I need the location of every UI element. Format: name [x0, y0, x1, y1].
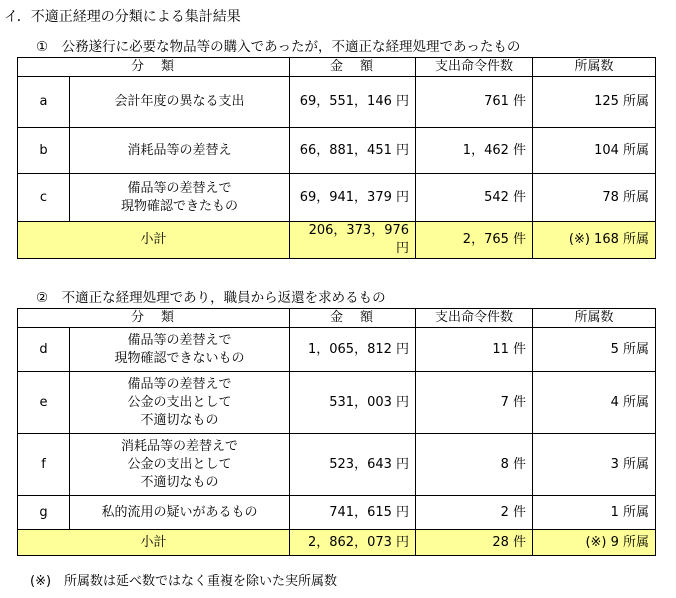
header-category: 分 類	[18, 58, 290, 77]
row-count: 2 件	[416, 496, 533, 530]
footnote: (※) 所属数は延べ数ではなく重複を除いた実所属数	[30, 574, 338, 589]
section1-title: ① 公務遂行に必要な物品等の購入であったが，不適正な経理処理であったもの	[36, 39, 521, 55]
header-count: 支出命令件数	[416, 309, 533, 328]
row-offices: 3 所属	[533, 434, 656, 496]
row-code: c	[18, 174, 70, 222]
subtotal-count: 2，765 件	[416, 222, 533, 259]
row-category: 私的流用の疑いがあるもの	[70, 496, 290, 530]
row-code: g	[18, 496, 70, 530]
subtotal-offices: (※) 9 所属	[533, 530, 656, 556]
subtotal-label: 小計	[18, 530, 290, 556]
row-offices: 5 所属	[533, 328, 656, 372]
row-offices: 78 所属	[533, 174, 656, 222]
table-row	[18, 496, 656, 530]
table-row	[18, 77, 656, 128]
row-category: 会計年度の異なる支出	[70, 77, 290, 128]
subtotal-row	[18, 530, 656, 556]
row-category: 備品等の差替えで 現物確認できないもの	[70, 328, 290, 372]
row-count: 1，462 件	[416, 128, 533, 174]
row-code: a	[18, 77, 70, 128]
table-row	[18, 372, 656, 434]
subtotal-row	[18, 222, 656, 259]
page-heading: イ．不適正経理の分類による集計結果	[4, 9, 241, 25]
header-amount: 金 額	[290, 58, 416, 77]
row-amount: 69，941，379 円	[290, 174, 416, 222]
row-count: 8 件	[416, 434, 533, 496]
row-category: 備品等の差替えで 現物確認できたもの	[70, 174, 290, 222]
table-row	[18, 434, 656, 496]
table-header-row	[18, 309, 656, 328]
row-code: f	[18, 434, 70, 496]
row-amount: 66，881，451 円	[290, 128, 416, 174]
row-amount: 531，003 円	[290, 372, 416, 434]
header-category: 分 類	[18, 309, 290, 328]
table-row	[18, 328, 656, 372]
header-offices: 所属数	[533, 309, 656, 328]
row-category: 消耗品等の差替えで 公金の支出として 不適切なもの	[70, 434, 290, 496]
header-amount: 金 額	[290, 309, 416, 328]
subtotal-label: 小計	[18, 222, 290, 259]
row-category: 備品等の差替えで 公金の支出として 不適切なもの	[70, 372, 290, 434]
row-amount: 69，551，146 円	[290, 77, 416, 128]
section1-table	[17, 57, 656, 259]
header-count: 支出命令件数	[416, 58, 533, 77]
row-offices: 1 所属	[533, 496, 656, 530]
row-code: e	[18, 372, 70, 434]
row-amount: 1，065，812 円	[290, 328, 416, 372]
table-header-row	[18, 58, 656, 77]
subtotal-offices: (※) 168 所属	[533, 222, 656, 259]
row-category: 消耗品等の差替え	[70, 128, 290, 174]
subtotal-amount: 2，862，073 円	[290, 530, 416, 556]
row-count: 11 件	[416, 328, 533, 372]
row-code: b	[18, 128, 70, 174]
header-offices: 所属数	[533, 58, 656, 77]
table-row	[18, 174, 656, 222]
table-row	[18, 128, 656, 174]
row-count: 7 件	[416, 372, 533, 434]
section2-table	[17, 308, 656, 556]
row-offices: 104 所属	[533, 128, 656, 174]
section2-title: ② 不適正な経理処理であり，職員から返還を求めるもの	[36, 290, 386, 306]
row-count: 542 件	[416, 174, 533, 222]
subtotal-amount: 206，373，976 円	[290, 222, 416, 259]
row-count: 761 件	[416, 77, 533, 128]
row-amount: 741，615 円	[290, 496, 416, 530]
row-offices: 125 所属	[533, 77, 656, 128]
row-offices: 4 所属	[533, 372, 656, 434]
row-code: d	[18, 328, 70, 372]
row-amount: 523，643 円	[290, 434, 416, 496]
subtotal-count: 28 件	[416, 530, 533, 556]
